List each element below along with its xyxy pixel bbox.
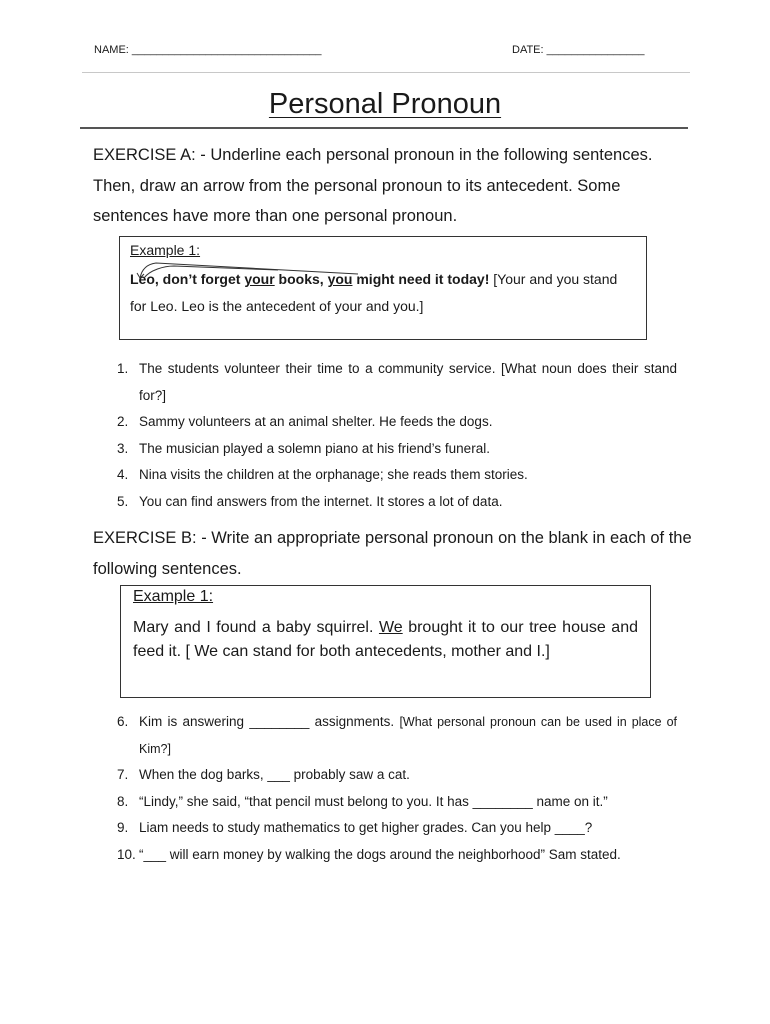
pronoun-we: We	[378, 619, 403, 636]
list-item: 9. Liam needs to study mathematics to get higher grades. Can you help ____?	[117, 820, 593, 835]
example-sentence: Leo, don’t forget your books, you might need it today! [Your and you stand for Leo. Leo is the antecedent of your and you.]	[130, 271, 618, 314]
list-item: 4. Nina visits the children at the orphanage; she reads them stories.	[117, 467, 528, 482]
exercise-b-example-box	[120, 585, 651, 698]
header-divider	[82, 72, 690, 73]
antecedent-arrows	[128, 258, 368, 282]
title-divider	[80, 127, 688, 129]
date-field-label: DATE: ________________	[512, 44, 645, 56]
exercise-a-instructions: EXERCISE A: - Underline each personal pronoun in the following sentences. Then, draw an arrow from the personal pronoun to its antecedent. Some sentences have more than one personal pronoun.	[93, 146, 653, 225]
list-item: 6. Kim is answering ________ assignments. [What personal pronoun can be used in place of Kim?]	[117, 714, 677, 756]
example-sentence: Mary and I found a baby squirrel. We brought it to our tree house and feed it. [ We can stand for both antecedents, mother and I.]	[133, 619, 638, 660]
list-item: 2. Sammy volunteers at an animal shelter. He feeds the dogs.	[117, 414, 493, 429]
list-item: 10. “___ will earn money by walking the dogs around the neighborhood” Sam stated.	[117, 846, 621, 862]
list-item: 8. “Lindy,” she said, “that pencil must belong to you. It has ________ name on it.”	[117, 793, 608, 809]
page-title: Personal Pronoun	[268, 88, 502, 120]
list-item: 7. When the dog barks, ___ probably saw a cat.	[117, 767, 410, 782]
example-label: Example 1:	[133, 588, 214, 605]
pronoun-your: your	[244, 271, 275, 287]
name-field-label: NAME: _______________________________	[94, 44, 322, 56]
example-explanation: [Your and you stand for Leo. Leo is the antecedent of your and you.]	[130, 271, 618, 314]
pronoun-you: you	[327, 271, 353, 287]
list-item: 3. The musician played a solemn piano at his friend’s funeral.	[117, 440, 490, 456]
exercise-a-list	[117, 356, 677, 515]
exercise-a-example-box	[119, 236, 647, 340]
exercise-b-list	[117, 709, 677, 868]
example-label: Example 1:	[130, 242, 201, 258]
exercise-b-instructions: EXERCISE B: - Write an appropriate personal pronoun on the blank in each of the following sentences.	[93, 529, 692, 578]
header-row	[94, 44, 684, 62]
list-item: 1. The students volunteer their time to a community service. [What noun does their stand for?]	[117, 361, 677, 403]
list-item: 5. You can find answers from the internet. It stores a lot of data.	[117, 493, 503, 509]
